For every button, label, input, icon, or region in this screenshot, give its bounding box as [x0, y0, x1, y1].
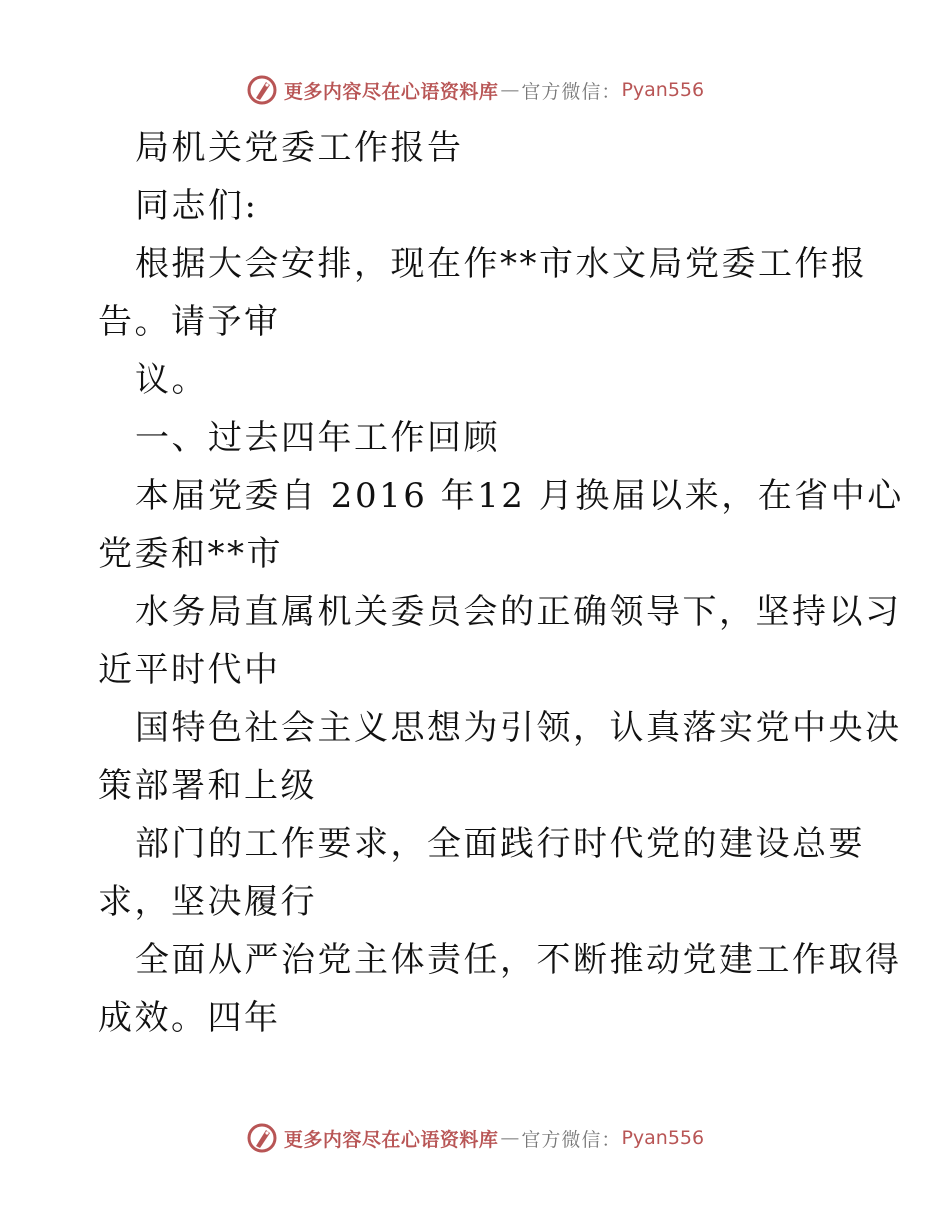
paragraph-line: 近平时代中	[98, 650, 281, 690]
header-wechat-id: Pyan556	[621, 79, 705, 101]
paragraph-line: 本届党委自 2016 年12 月换届以来，在省中心	[135, 476, 904, 516]
header-official-text: 官方微信：	[521, 80, 622, 103]
header-separator: —	[500, 79, 520, 101]
section-heading: 一、过去四年工作回顾	[135, 418, 500, 458]
paragraph-line: 策部署和上级	[98, 766, 317, 806]
footer-banner	[0, 1122, 950, 1154]
paragraph-line: 水务局直属机关委员会的正确领导下，坚持以习	[135, 592, 902, 632]
paragraph-line: 议。	[135, 360, 208, 400]
paragraph-line: 国特色社会主义思想为引领，认真落实党中央决	[135, 708, 902, 748]
paragraph-line: 党委和**市	[98, 534, 283, 574]
footer-brand-text: 更多内容尽在心语资料库	[283, 1128, 499, 1151]
header-brand-text: 更多内容尽在心语资料库	[283, 80, 499, 103]
paragraph-line: 求，坚决履行	[98, 882, 317, 922]
paragraph-line: 告。请予审	[98, 302, 281, 342]
paragraph-line: 成效。四年	[98, 998, 281, 1038]
header-banner	[0, 74, 950, 106]
paragraph-line: 部门的工作要求，全面践行时代党的建设总要	[135, 824, 865, 864]
paragraph-line: 根据大会安排，现在作**市水文局党委工作报	[135, 244, 868, 284]
document-title: 局机关党委工作报告	[135, 128, 464, 168]
footer-separator: —	[500, 1127, 520, 1149]
paragraph-line: 全面从严治党主体责任，不断推动党建工作取得	[135, 940, 902, 980]
footer-wechat-id: Pyan556	[621, 1127, 705, 1149]
footer-official-text: 官方微信：	[521, 1128, 622, 1151]
pen-nib-circle-icon	[246, 74, 278, 106]
pen-nib-circle-icon	[246, 1122, 278, 1154]
salutation: 同志们:	[135, 186, 259, 226]
